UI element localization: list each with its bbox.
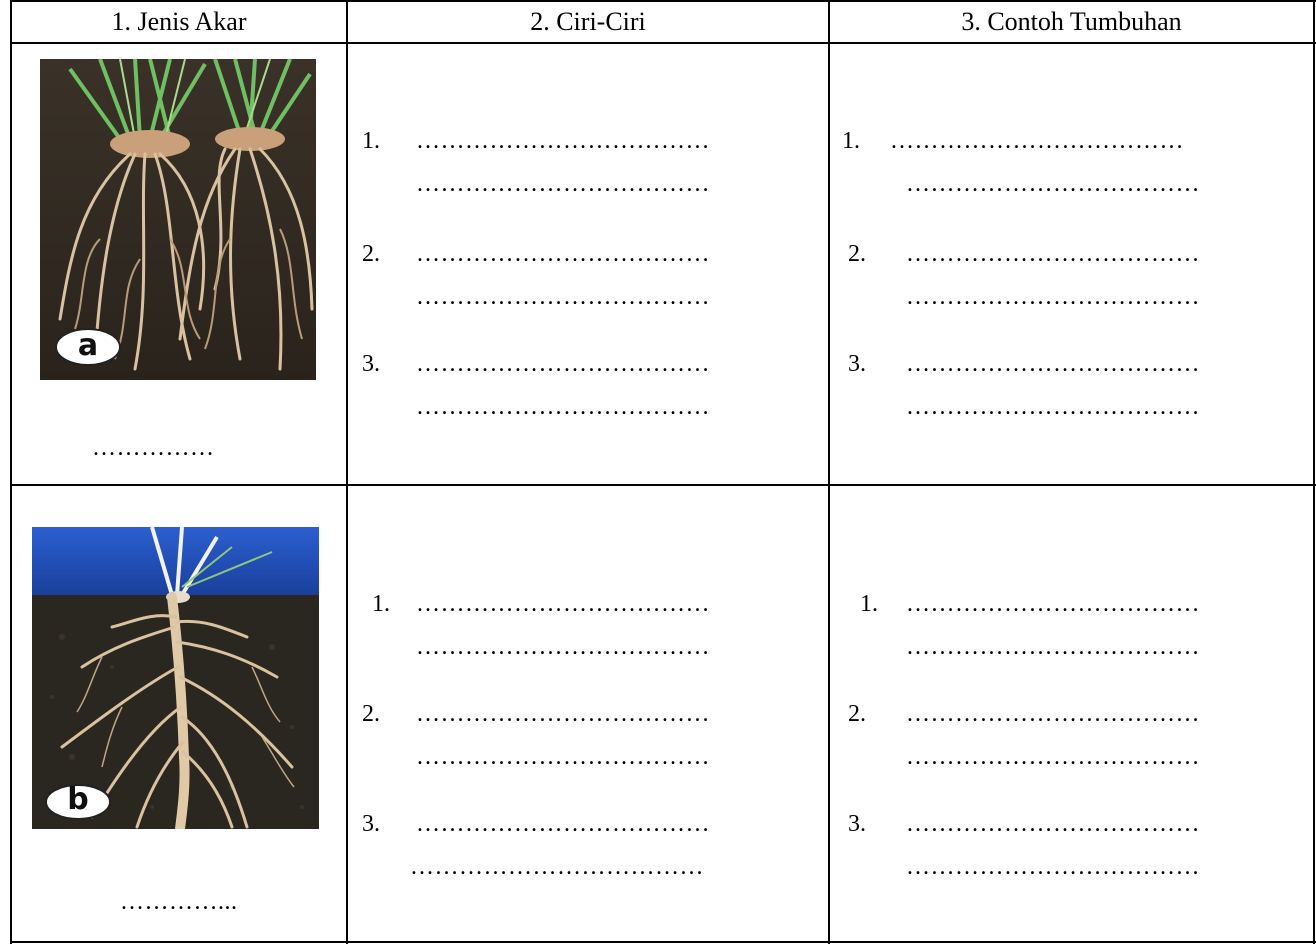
ciri-a-2-line1: ……………………………… xyxy=(416,241,710,267)
ciri-a-1-line2: ……………………………… xyxy=(416,171,710,197)
ciri-b-1-line1: ……………………………… xyxy=(416,591,710,617)
contoh-b-3-num: 3. xyxy=(848,811,866,837)
ciri-a-2-num: 2. xyxy=(362,241,380,267)
contoh-b-2-line2: ……………………………… xyxy=(906,744,1200,770)
ciri-b-2-line1: ……………………………… xyxy=(416,701,710,727)
ciri-b-2-num: 2. xyxy=(362,701,380,727)
ciri-a-3-num: 3. xyxy=(362,351,380,377)
contoh-b-3-line1: ……………………………… xyxy=(906,811,1200,837)
ciri-a-1-line1: ……………………………… xyxy=(416,128,710,154)
contoh-b-2-line1: ……………………………… xyxy=(906,701,1200,727)
header-divider xyxy=(10,42,1316,44)
contoh-a-1-num: 1. xyxy=(842,128,860,154)
contoh-b-1-line2: ……………………………… xyxy=(906,634,1200,660)
ciri-b-2-line2: ……………………………… xyxy=(416,744,710,770)
root-name-blank-a: …………… xyxy=(92,435,215,461)
column-divider-2 xyxy=(828,0,830,944)
contoh-a-2-line2: ……………………………… xyxy=(906,284,1200,310)
contoh-b-1-num: 1. xyxy=(860,591,878,617)
ciri-a-1-num: 1. xyxy=(362,128,380,154)
contoh-a-2-num: 2. xyxy=(848,241,866,267)
ciri-b-3-num: 3. xyxy=(362,811,380,837)
ciri-b-3-line1: ……………………………… xyxy=(416,811,710,837)
root-name-blank-b: …………... xyxy=(120,889,238,915)
ciri-b-1-num: 1. xyxy=(372,591,390,617)
contoh-a-3-line1: ……………………………… xyxy=(906,351,1200,377)
row-divider xyxy=(10,484,1316,486)
column-divider-1 xyxy=(346,0,348,944)
fibrous-root-photo xyxy=(40,59,316,380)
contoh-a-1-line2: ……………………………… xyxy=(906,171,1200,197)
header-contoh-tumbuhan: 3. Contoh Tumbuhan xyxy=(961,7,1182,36)
header-jenis-akar: 1. Jenis Akar xyxy=(111,7,247,36)
contoh-b-1-line1: ……………………………… xyxy=(906,591,1200,617)
ciri-b-1-line2: ……………………………… xyxy=(416,634,710,660)
contoh-a-3-line2: ……………………………… xyxy=(906,394,1200,420)
ciri-a-2-line2: ……………………………… xyxy=(416,284,710,310)
taproot-photo xyxy=(32,527,319,829)
header-ciri-ciri: 2. Ciri-Ciri xyxy=(530,7,646,36)
table-border-bottom xyxy=(10,941,1316,943)
contoh-a-2-line1: ……………………………… xyxy=(906,241,1200,267)
ciri-a-3-line1: ……………………………… xyxy=(416,351,710,377)
photo-label-a: a xyxy=(77,328,99,363)
contoh-b-2-num: 2. xyxy=(848,701,866,727)
contoh-b-3-line2: ……………………………… xyxy=(906,854,1200,880)
contoh-a-3-num: 3. xyxy=(848,351,866,377)
ciri-b-3-line2: ……………………………… xyxy=(410,854,704,880)
table-border-right xyxy=(1313,0,1315,944)
ciri-a-3-line2: ……………………………… xyxy=(416,394,710,420)
table-border-left xyxy=(10,0,12,944)
contoh-a-1-line1: ……………………………… xyxy=(890,128,1184,154)
photo-label-b: b xyxy=(67,782,89,817)
